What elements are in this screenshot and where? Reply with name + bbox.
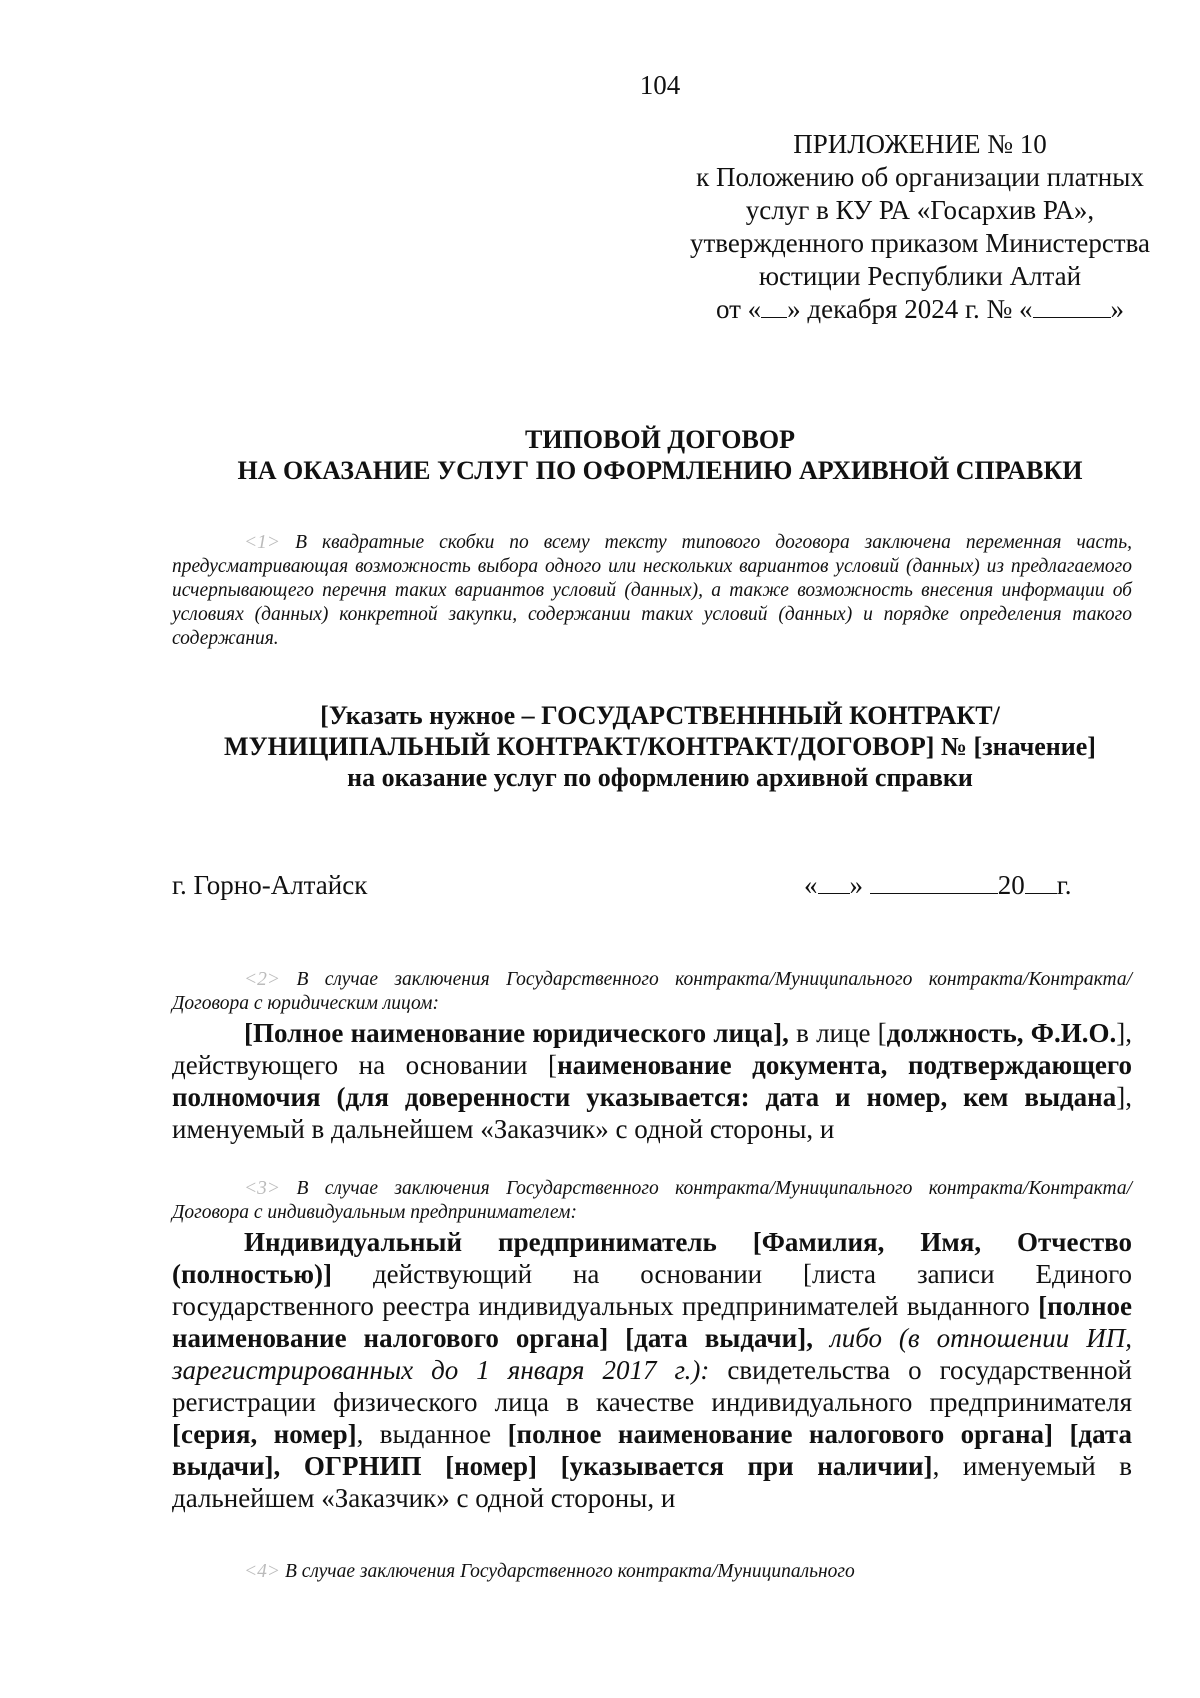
paragraph-legal-entity — [172, 1017, 1132, 1145]
p2-italic-1: либо (в отношении ИП, зарегистрированных до 1 января 2017 г.): — [172, 1323, 1133, 1385]
appendix-line-4: утвержденного приказом Министерства — [689, 228, 1150, 258]
appendix-line-3: услуг в КУ РА «Госархив РА», — [745, 195, 1095, 225]
appendix-line-2: к Положению об организации платных — [696, 162, 1144, 192]
date-year-prefix: 20 — [997, 870, 1025, 900]
footnote-1 — [172, 531, 1132, 651]
appendix-line-6 — [600, 293, 1200, 326]
date-month-blank — [870, 871, 998, 894]
city: г. Горно-Алтайск — [172, 870, 368, 900]
p1-text-1: в лице [ — [788, 1018, 887, 1048]
date-year-blank — [1025, 871, 1057, 894]
footnote-2 — [172, 968, 1132, 1016]
appendix-date-suffix: » — [1110, 294, 1125, 324]
footnote-text-2: В случае заключения Государственного контракта/Муниципального контракта/Контракта/Договора с юридическим лицом: — [172, 969, 1133, 1014]
footnote-marker-4: <4> — [244, 1561, 281, 1582]
p1-text-2: ], действующего на основании [ — [172, 1018, 1132, 1080]
p2-text-1: действующий на основании [листа записи Единого государственного реестра индивидуальных предпринимателей выданного — [172, 1259, 1132, 1321]
p1-bold-2: должность, Ф.И.О. — [886, 1018, 1117, 1048]
p2-bold-1: Индивидуальный предприниматель [Фамилия, Имя, Отчество (полностью)] — [172, 1227, 1132, 1289]
p2-bold-3: [серия, номер] — [172, 1419, 357, 1449]
footnote-text-1: В квадратные скобки по всему тексту типового договора заключена переменная часть, предусматривающая возможность выбора одного или нескольких вариантов условий (данных) из предлагаемого исчерпывающего перечня таких вариантов условий (данных), а также возможность внесения информации об условиях (данных) конкретной закупки, содержании таких условий (данных) и порядке определения такого содержания. — [172, 532, 1132, 649]
p1-text-3: ], именуемый в дальнейшем «Заказчик» с одной стороны, и — [172, 1082, 1132, 1144]
footnote-4 — [172, 1560, 1132, 1584]
appendix-header — [600, 128, 1200, 326]
footnote-marker-2: <2> — [244, 969, 281, 990]
footnote-text-3: В случае заключения Государственного контракта/Муниципального контракта/Контракта/Договора с индивидуальным предпринимателем: — [172, 1178, 1133, 1223]
document-title — [0, 424, 1200, 486]
contract-title-line-3: на оказание услуг по оформлению архивной справки — [347, 763, 973, 792]
date-year-suffix: г. — [1056, 870, 1072, 900]
day-blank — [761, 295, 787, 318]
footnote-text-4: В случае заключения Государственного контракта/Муниципального — [284, 1561, 855, 1582]
appendix-line-5: юстиции Республики Алтай — [758, 261, 1082, 291]
number-blank — [1033, 295, 1111, 318]
appendix-date-prefix: от « — [715, 294, 762, 324]
p2-text-2: свидетельства о государственной регистрации физического лица в качестве индивидуального предпринимателя — [172, 1355, 1133, 1417]
date-day-blank — [818, 871, 850, 894]
p1-bold-1: [Полное наименование юридического лица], — [244, 1018, 789, 1048]
contract-title-line-2: МУНИЦИПАЛЬНЫЙ КОНТРАКТ/КОНТРАКТ/ДОГОВОР] № [значение] — [224, 732, 1096, 761]
appendix-date-text: » декабря 2024 г. № « — [787, 294, 1033, 324]
paragraph-individual-entrepreneur — [172, 1226, 1132, 1514]
appendix-line-1: ПРИЛОЖЕНИЕ № 10 — [793, 129, 1047, 159]
p2-bold-4: [полное наименование налогового органа] [дата выдачи], ОГРНИП [номер] [указывается при наличии] — [172, 1419, 1132, 1481]
page-number: 104 — [639, 70, 681, 100]
footnote-marker-1: <1> — [244, 532, 281, 553]
p2-text-4: , именуемый в дальнейшем «Заказчик» с одной стороны, и — [172, 1451, 1132, 1513]
p2-text-3: , выданное — [356, 1419, 508, 1449]
title-line-2: НА ОКАЗАНИЕ УСЛУГ ПО ОФОРМЛЕНИЮ АРХИВНОЙ СПРАВКИ — [237, 456, 1083, 485]
date-close-quote: » — [849, 870, 863, 900]
contract-date — [804, 870, 1072, 901]
p2-bold-2: [полное наименование налогового органа] [дата выдачи], — [172, 1291, 1132, 1353]
p1-bold-3: наименование документа, подтверждающего полномочия (для доверенности указывается: дата и номер, кем выдана — [172, 1050, 1132, 1112]
footnote-marker-3: <3> — [244, 1178, 281, 1199]
contract-title — [0, 700, 1200, 793]
title-line-1: ТИПОВОЙ ДОГОВОР — [525, 425, 795, 454]
date-open-quote: « — [804, 870, 818, 900]
contract-title-line-1: [Указать нужное – ГОСУДАРСТВЕНННЫЙ КОНТРАКТ/ — [320, 701, 1000, 730]
footnote-3 — [172, 1177, 1132, 1225]
